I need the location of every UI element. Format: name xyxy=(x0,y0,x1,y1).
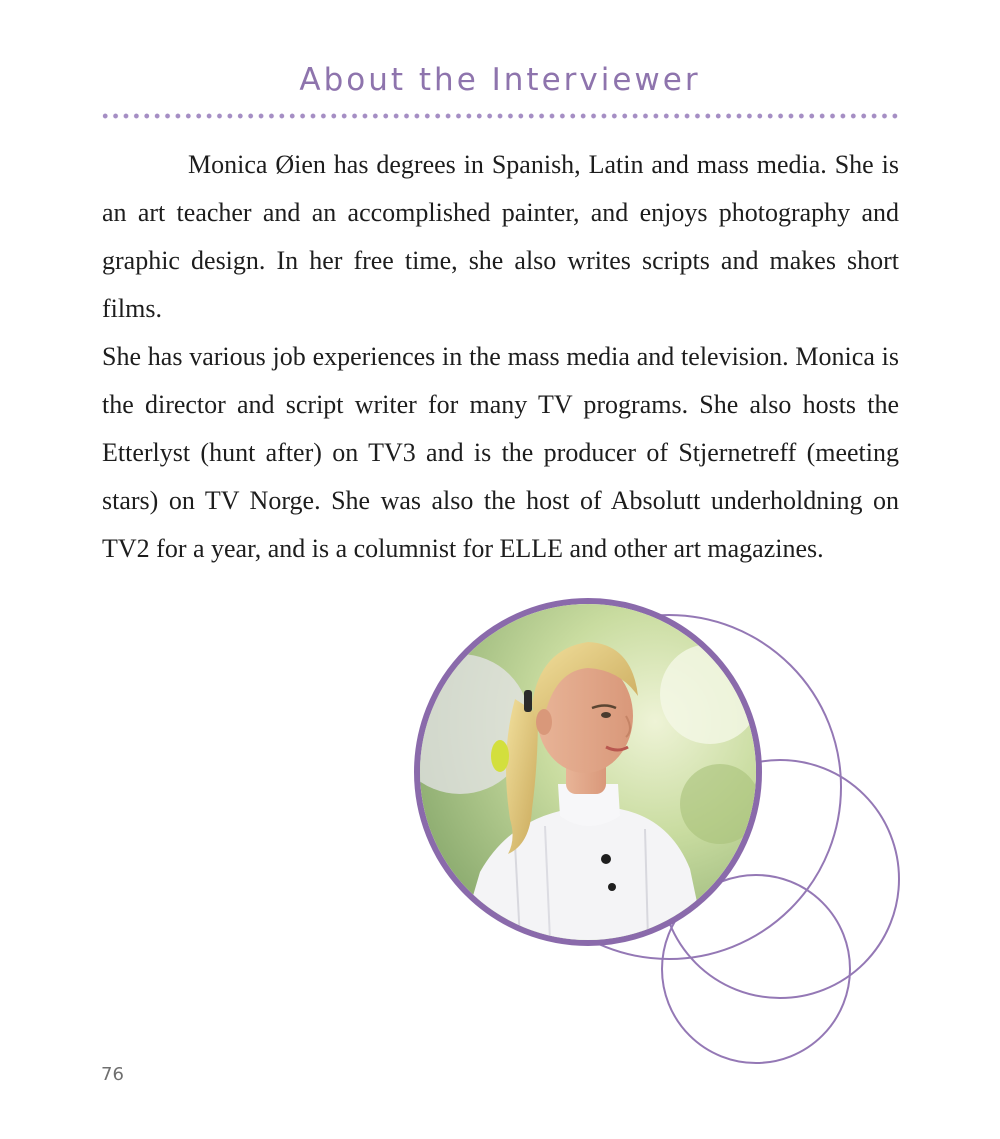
page-number: 76 xyxy=(101,1064,124,1085)
paragraph-1: Monica Øien has degrees in Spanish, Latin and mass media. She is an art teacher and an accomplished painter, and enjoys photography and graphic design. In her free time, she also writes scripts and makes short films. xyxy=(102,150,899,323)
interviewer-portrait xyxy=(414,598,762,946)
portrait-illustration xyxy=(420,604,756,940)
paragraph-2: She has various job experiences in the mass media and television. Monica is the director and script writer for many TV programs. She also hosts the Etterlyst (hunt after) on TV3 and is the producer of Stjernetreff (meeting stars) on TV Norge. She was also the host of Absolutt underholdning on TV2 for a year, and is a columnist for ELLE and other art magazines. xyxy=(102,342,899,563)
page-title: About the Interviewer xyxy=(299,62,701,98)
